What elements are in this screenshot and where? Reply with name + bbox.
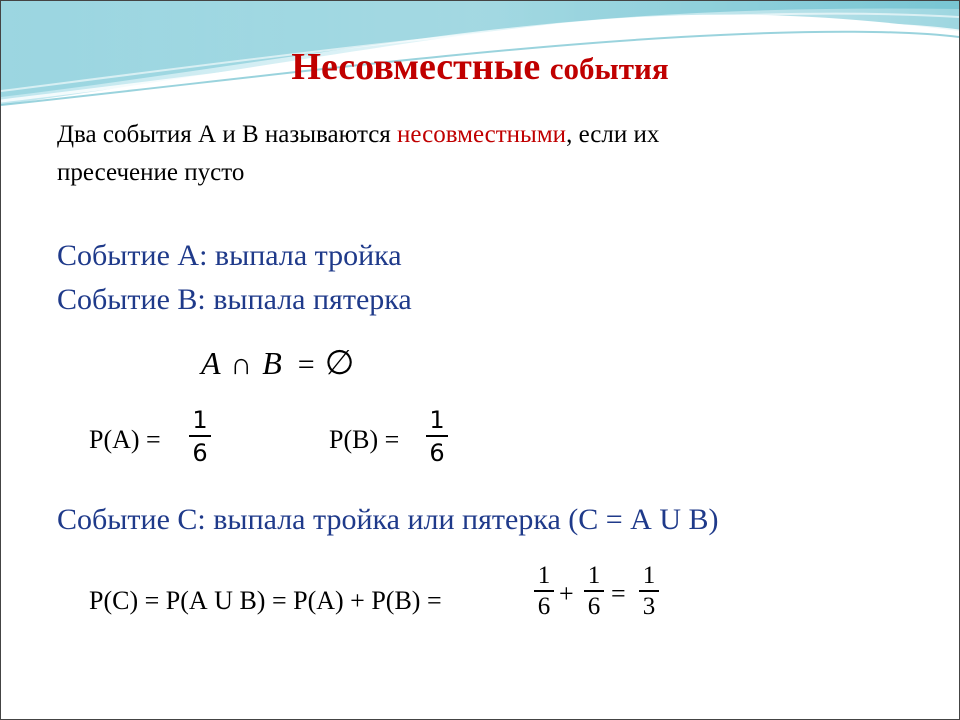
definition-before: Два события А и В называются [57, 121, 398, 148]
prob-b-numerator: 1 [429, 406, 445, 434]
fraction-bar [189, 435, 211, 437]
prob-c-f2-denominator: 6 [587, 593, 601, 620]
prob-c-label: Р(С) = Р(А U В) = Р(А) + Р(В) = [89, 586, 442, 615]
prob-a-denominator: 6 [192, 439, 208, 467]
prob-c-fraction-1 [531, 563, 557, 621]
prob-c-f3-numerator: 1 [642, 562, 656, 589]
prob-b-fraction [422, 406, 452, 468]
plus-sign: + [559, 579, 574, 608]
prob-c-f2-numerator: 1 [587, 562, 601, 589]
fraction-bar [639, 590, 659, 592]
formula-a: A [201, 345, 221, 381]
definition-highlight: несовместными [397, 121, 567, 148]
prob-b-denominator: 6 [429, 439, 445, 467]
definition-text [57, 116, 659, 192]
prob-c-fraction-3 [636, 563, 662, 621]
event-c: Событие С: выпала тройка или пятерка (С = А U В) [57, 503, 719, 536]
definition-after: , если их [566, 121, 660, 148]
prob-c-f3-denominator: 3 [642, 593, 656, 620]
formula-equals: = [297, 348, 315, 381]
intersection-formula [201, 343, 354, 383]
prob-a-label: Р(А) = [89, 425, 161, 454]
fraction-bar [426, 435, 448, 437]
fraction-bar [534, 590, 554, 592]
formula-b: B [262, 345, 282, 381]
title-part2: события [549, 51, 669, 86]
empty-set-symbol: ∅ [324, 345, 355, 382]
fraction-bar [584, 590, 604, 592]
prob-a-numerator: 1 [192, 406, 208, 434]
prob-c-f1-denominator: 6 [537, 593, 551, 620]
event-a: Событие А: выпала тройка [57, 239, 402, 272]
title-part1: Несовместные [291, 46, 550, 88]
prob-a-fraction [185, 406, 215, 468]
intersection-symbol: ∩ [230, 348, 253, 381]
event-b: Событие В: выпала пятерка [57, 283, 412, 316]
slide-title [1, 45, 959, 89]
prob-c-f1-numerator: 1 [537, 562, 551, 589]
definition-line2: пресечение пусто [57, 159, 245, 186]
prob-b-label: Р(В) = [329, 425, 400, 454]
prob-c-fraction-2 [581, 563, 607, 621]
equals-sign: = [611, 579, 626, 608]
